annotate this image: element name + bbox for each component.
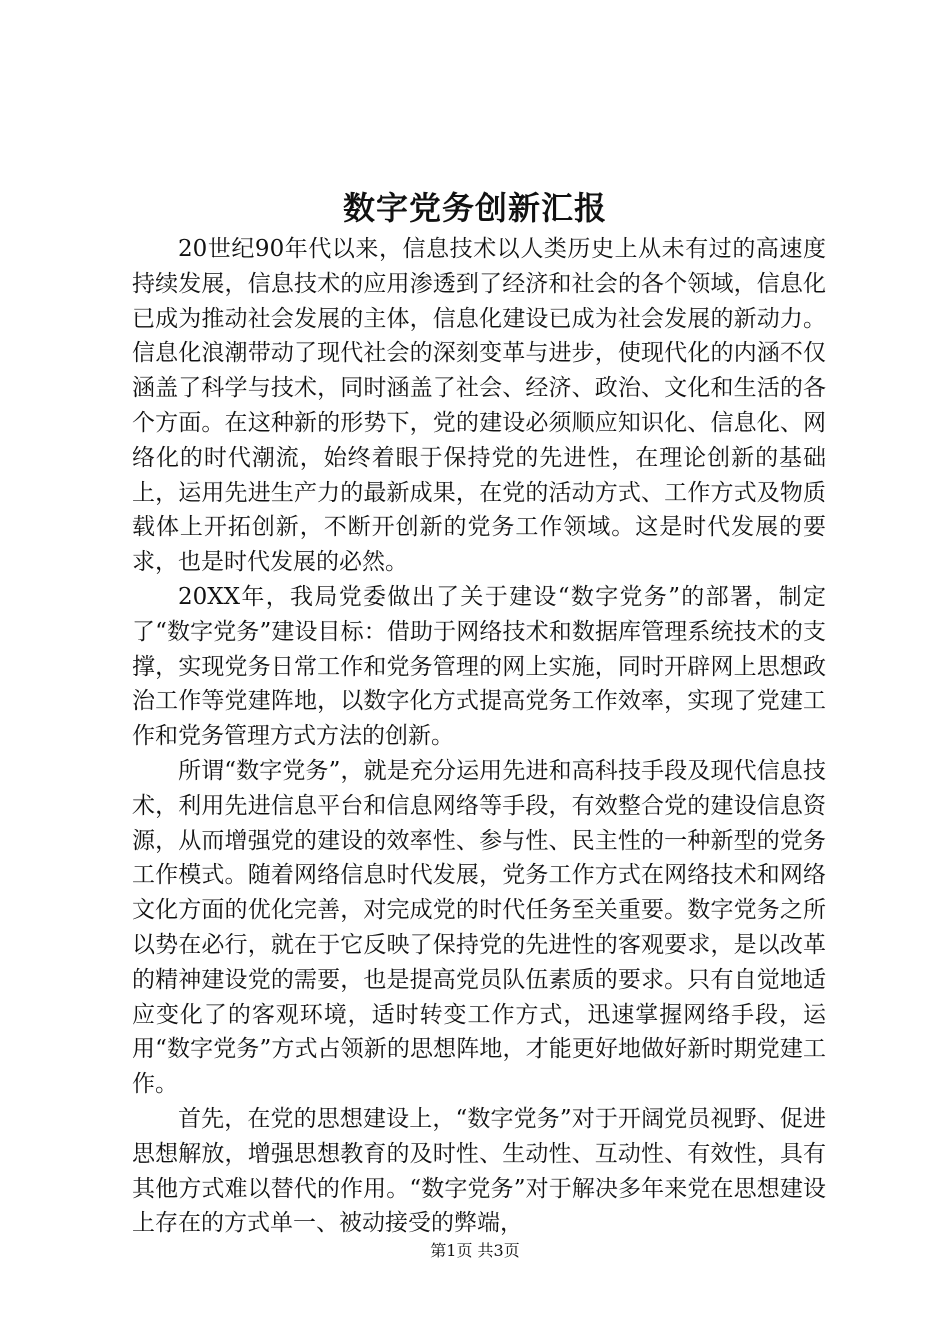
paragraph-2: 20XX年，我局党委做出了关于建设“数字党务”的部署，制定了“数字党务”建设目标：借助于网络技术和数据库管理系统技术的支撑，实现党务日常工作和党务管理的网上实施，同时开辟网上思想政治工作等党建阵地，以数字化方式提高党务工作效率，实现了党建工作和党务管理方式方法的创新。: [132, 583, 826, 750]
document-title: 数字党务创新汇报: [342, 189, 607, 227]
document-body: [132, 232, 826, 1241]
paragraph-4: 首先，在党的思想建设上，“数字党务”对于开阔党员视野、促进思想解放，增强思想教育的及时性、生动性、互动性、有效性，具有其他方式难以替代的作用。“数字党务”对于解决多年来党在思想建设上存在的方式单一、被动接受的弊端，: [132, 1105, 826, 1237]
paragraph-3: 所谓“数字党务”，就是充分运用先进和高科技手段及现代信息技术，利用先进信息平台和信息网络等手段，有效整合党的建设信息资源，从而增强党的建设的效率性、参与性、民主性的一种新型的党务工作模式。随着网络信息时代发展，党务工作方式在网络技术和网络文化方面的优化完善，对完成党的时代任务至关重要。数字党务之所以势在必行，就在于它反映了保持党的先进性的客观要求，是以改革的精神建设党的需要，也是提高党员队伍素质的要求。只有自觉地适应变化了的客观环境，适时转变工作方式，迅速掌握网络手段，运用“数字党务”方式占领新的思想阵地，才能更好地做好新时期党建工作。: [132, 757, 826, 1098]
paragraph-1: 20世纪90年代以来，信息技术以人类历史上从未有过的高速度持续发展，信息技术的应用渗透到了经济和社会的各个领域，信息化已成为推动社会发展的主体，信息化建设已成为社会发展的新动力。信息化浪潮带动了现代社会的深刻变革与进步，使现代化的内涵不仅涵盖了科学与技术，同时涵盖了社会、经济、政治、文化和生活的各个方面。在这种新的形势下，党的建设必须顺应知识化、信息化、网络化的时代潮流，始终着眼于保持党的先进性，在理论创新的基础上，运用先进生产力的最新成果，在党的活动方式、工作方式及物质载体上开拓创新，不断开创新的党务工作领域。这是时代发展的要求，也是时代发展的必然。: [132, 236, 826, 576]
page-footer: 第1页 共3页: [430, 1241, 520, 1260]
